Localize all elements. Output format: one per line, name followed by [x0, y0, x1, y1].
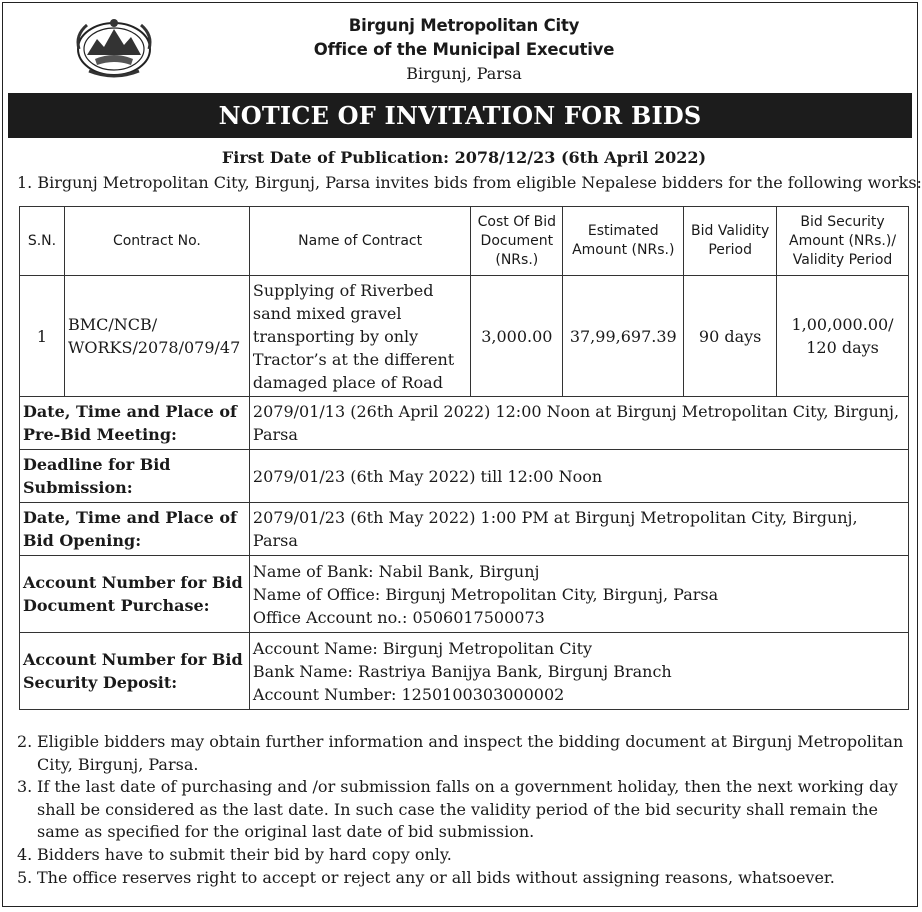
deadline-value: 2079/01/23 (6th May 2022) till 12:00 Noon — [249, 450, 908, 503]
col-header-name: Name of Contract — [249, 207, 470, 276]
note-number: 2. — [17, 732, 33, 751]
sec-account-name: Account Name: Birgunj Metropolitan City — [252, 638, 593, 658]
intro-paragraph: 1. Birgunj Metropolitan City, Birgunj, Parsa invites bids from eligible Nepalese bidders for the following works: — [17, 173, 922, 192]
cell-validity: 90 days — [684, 276, 777, 397]
table-row — [20, 276, 909, 397]
cell-contract-name: Supplying of Riverbed sand mixed gravel transporting by only Tractor’s at the different damaged place of Road — [249, 276, 470, 397]
col-header-estimated: Estimated Amount (NRs.) — [563, 207, 684, 276]
note-text: Bidders have to submit their bid by hard copy only. — [37, 844, 452, 864]
list-item — [17, 731, 912, 776]
cell-estimated: 37,99,697.39 — [563, 276, 684, 397]
list-item — [17, 844, 912, 867]
note-number: 3. — [17, 777, 33, 797]
opening-label: Date, Time and Place of Bid Opening: — [20, 503, 250, 556]
deadline-label: Deadline for Bid Submission: — [20, 450, 250, 503]
prebid-row — [20, 397, 909, 450]
note-text: Eligible bidders may obtain further information and inspect the bidding document at Birgunj Metropolitan City, Birgunj, Parsa. — [37, 732, 904, 774]
sec-account-number: Account Number: 1250100303000002 — [252, 684, 565, 704]
opening-value: 2079/01/23 (6th May 2022) 1:00 PM at Birgunj Metropolitan City, Birgunj, Parsa — [249, 503, 908, 556]
doc-account-office: Name of Office: Birgunj Metropolitan City, Birgunj, Parsa — [252, 584, 719, 604]
col-header-cost: Cost Of Bid Document (NRs.) — [471, 207, 563, 276]
sec-account-bank: Bank Name: Rastriya Banijya Bank, Birgunj Branch — [252, 661, 672, 681]
note-number: 4. — [17, 844, 33, 864]
opening-row — [20, 503, 909, 556]
sec-account-details — [249, 633, 908, 710]
list-item — [17, 867, 912, 890]
note-number: 5. — [17, 867, 33, 887]
cell-cost: 3,000.00 — [471, 276, 563, 397]
notes-list — [17, 731, 912, 889]
sec-account-row — [20, 633, 909, 710]
notice-page — [2, 2, 922, 907]
cell-sn: 1 — [20, 276, 65, 397]
note-text: The office reserves right to accept or reject any or all bids without assigning reasons, whatsoever. — [37, 867, 835, 887]
doc-account-details — [249, 556, 908, 633]
prebid-value: 2079/01/13 (26th April 2022) 12:00 Noon at Birgunj Metropolitan City, Birgunj, Parsa — [249, 397, 908, 450]
col-header-validity: Bid Validity Period — [684, 207, 777, 276]
doc-account-row — [20, 556, 909, 633]
cell-security: 1,00,000.00/ 120 days — [777, 276, 909, 397]
prebid-label: Date, Time and Place of Pre-Bid Meeting: — [20, 397, 250, 450]
notice-title-banner: NOTICE OF INVITATION FOR BIDS — [8, 93, 912, 138]
bid-table — [19, 206, 909, 710]
deadline-row — [20, 450, 909, 503]
note-text: If the last date of purchasing and /or submission falls on a government holiday, then the next working day shall be considered as the last date. In such case the validity period of the bid security shall remain the same as specified for the original last date of bid submission. — [37, 777, 898, 842]
doc-account-label: Account Number for Bid Document Purchase: — [20, 556, 250, 633]
col-header-sn: S.N. — [20, 207, 65, 276]
office-location: Birgunj, Parsa — [406, 64, 522, 83]
col-header-contract-no: Contract No. — [64, 207, 249, 276]
doc-account-number: Office Account no.: 0506017500073 — [252, 607, 545, 627]
col-header-security: Bid Security Amount (NRs.)/ Validity Period — [777, 207, 909, 276]
list-item — [17, 776, 912, 844]
first-publication-date: First Date of Publication: 2078/12/23 (6th April 2022) — [221, 148, 707, 167]
org-name: Birgunj Metropolitan City — [348, 16, 580, 35]
table-header-row — [20, 207, 909, 276]
doc-account-bank: Name of Bank: Nabil Bank, Birgunj — [252, 561, 540, 581]
sec-account-label: Account Number for Bid Security Deposit: — [20, 633, 250, 710]
office-name: Office of the Municipal Executive — [313, 40, 615, 59]
cell-contract-no: BMC/NCB/ WORKS/2078/079/47 — [64, 276, 249, 397]
